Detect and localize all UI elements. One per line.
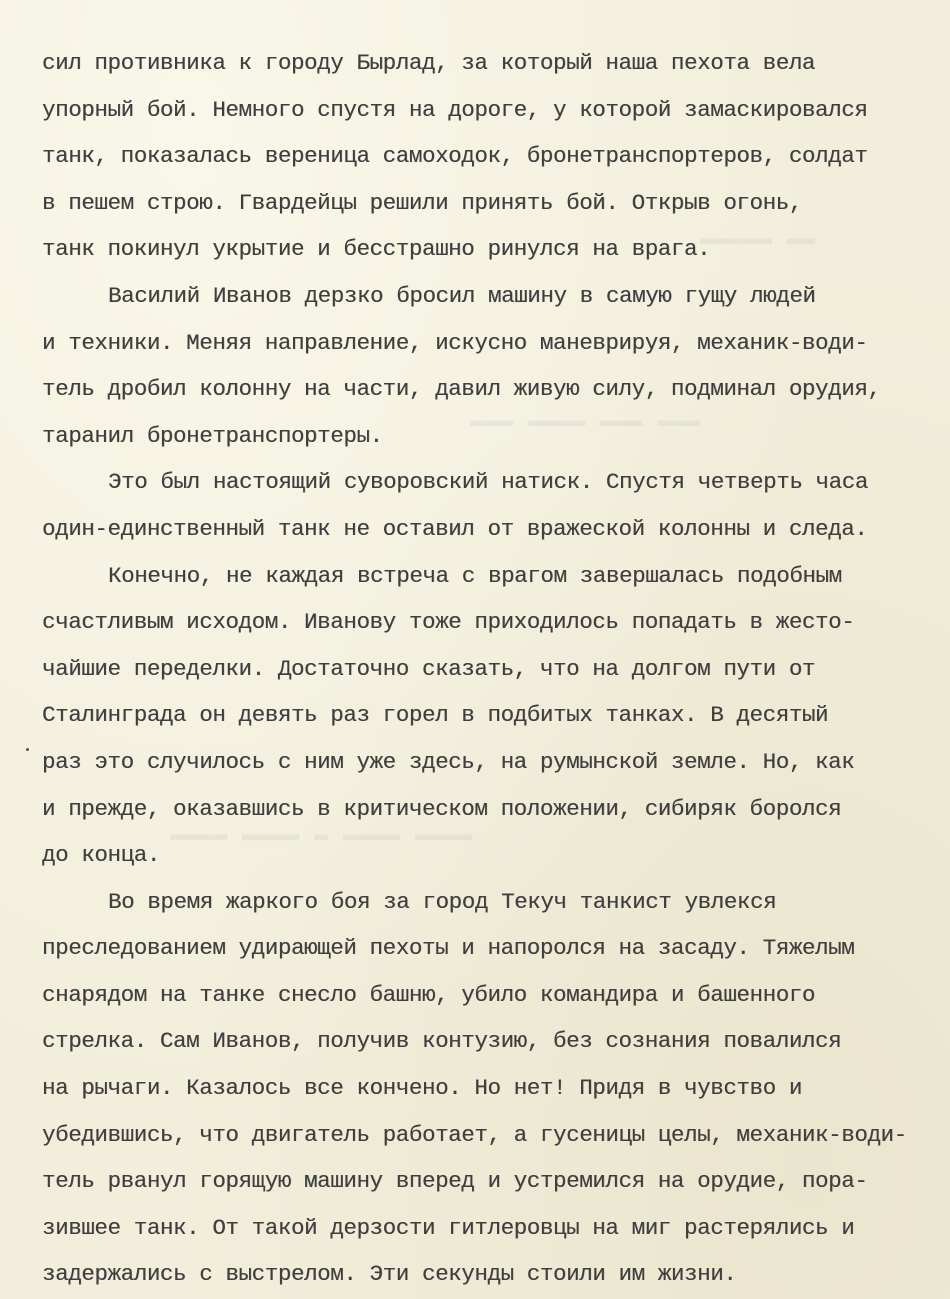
text-line: в пешем строю. Гвардейцы решили принять бой. Открыв огонь,: [42, 189, 802, 216]
text-line: чайшие переделки. Достаточно сказать, что на долгом пути от: [42, 655, 816, 682]
text-line: Конечно, не каждая встреча с врагом завершалась подобным: [108, 562, 842, 589]
stray-ink-dot: [26, 748, 29, 751]
bleed-through-mark: ▬▬▬▬▬ ▬▬: [700, 226, 816, 253]
text-line: счастливым исходом. Иванову тоже приходилось попадать в жесто-: [42, 609, 855, 636]
document-body: [42, 40, 922, 1298]
text-line: на рычаги. Казалось все кончено. Но нет! Придя в чувство и: [42, 1075, 802, 1102]
text-line: стрелка. Сам Иванов, получив контузию, без сознания повалился: [42, 1028, 842, 1055]
text-line: раз это случилось с ним уже здесь, на румынской земле. Но, как: [42, 748, 855, 775]
text-line: преследованием удирающей пехоты и напоролся на засаду. Тяжелым: [42, 935, 855, 962]
text-line: танк покинул укрытие и бесстрашно ринулся на врага.: [42, 236, 711, 263]
text-line: упорный бой. Немного спустя на дороге, у которой замаскировался: [42, 96, 868, 123]
text-line: до конца.: [42, 842, 160, 869]
text-line: Василий Иванов дерзко бросил машину в самую гущу людей: [108, 282, 816, 309]
text-line: Во время жаркого боя за город Текуч танкист увлекся: [108, 888, 777, 915]
text-line: один-единственный танк не оставил от вражеской колонны и следа.: [42, 515, 868, 542]
text-line: и техники. Меняя направление, искусно маневрируя, механик-води-: [42, 329, 868, 356]
bleed-through-mark: ▬▬▬▬ ▬▬▬▬ ▬ ▬▬▬▬ ▬▬▬▬: [170, 822, 473, 849]
text-line: таранил бронетранспортеры.: [42, 422, 383, 449]
text-line: Сталинграда он девять раз горел в подбитых танках. В десятый: [42, 702, 829, 729]
text-line: танк, показалась вереница самоходок, бронетранспортеров, солдат: [42, 143, 868, 170]
bleed-through-mark: ▬▬▬ ▬▬▬▬ ▬▬▬ ▬▬▬: [470, 408, 701, 435]
text-line: тель дробил колонну на части, давил живую силу, подминал орудия,: [42, 376, 881, 403]
text-line: тель рванул горящую машину вперед и устремился на орудие, пора-: [42, 1168, 868, 1195]
text-line: зившее танк. От такой дерзости гитлеровцы на миг растерялись и: [42, 1214, 855, 1241]
text-line: и прежде, оказавшись в критическом положении, сибиряк боролся: [42, 795, 842, 822]
text-line: снарядом на танке снесло башню, убило командира и башенного: [42, 981, 816, 1008]
text-line: убедившись, что двигатель работает, а гусеницы целы, механик-води-: [42, 1121, 907, 1148]
text-line: Это был настоящий суворовский натиск. Спустя четверть часа: [108, 469, 868, 496]
text-line: сил противника к городу Бырлад, за который наша пехота вела: [42, 50, 816, 76]
text-line: задержались с выстрелом. Эти секунды стоили им жизни.: [42, 1261, 737, 1288]
